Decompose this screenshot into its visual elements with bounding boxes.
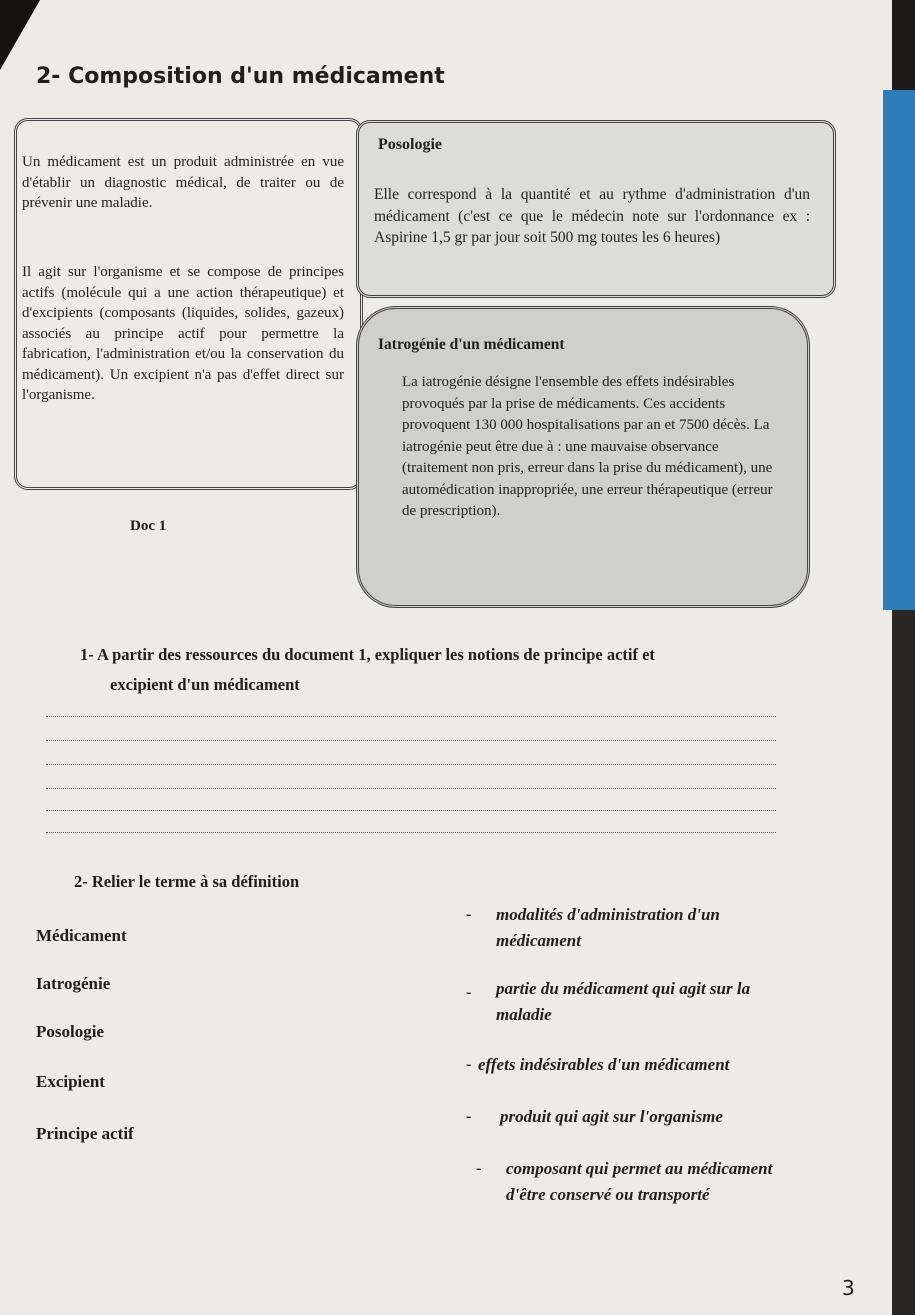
definition-iatrogenie[interactable] bbox=[478, 1052, 729, 1078]
definition-dash: - bbox=[476, 1160, 482, 1177]
question-1-line-2: excipient d'un médicament bbox=[110, 675, 300, 694]
question-1 bbox=[80, 640, 820, 700]
definition-line: composant qui permet au médicament bbox=[506, 1159, 773, 1178]
definition-line: médicament bbox=[496, 931, 581, 950]
answer-line-6[interactable] bbox=[46, 832, 776, 833]
doc1-label: Doc 1 bbox=[130, 518, 167, 534]
doc1-paragraph-1: Un médicament est un produit administrée en vue d'établir un diagnostic médical, de traiter ou de prévenir une maladie. bbox=[22, 154, 344, 211]
definition-dash: - bbox=[466, 1056, 472, 1073]
answer-line-1[interactable] bbox=[46, 716, 776, 717]
definition-principe-actif[interactable] bbox=[496, 976, 750, 1028]
definition-line: d'être conservé ou transporté bbox=[506, 1185, 710, 1204]
term-iatrogenie[interactable]: Iatrogénie bbox=[36, 974, 111, 993]
answer-line-4[interactable] bbox=[46, 788, 776, 789]
answer-line-5[interactable] bbox=[46, 810, 776, 811]
term-posologie[interactable]: Posologie bbox=[36, 1022, 104, 1041]
doc1-paragraph-2: Il agit sur l'organisme et se compose de principes actifs (molécule qui a une action thérapeutique) et d'excipients (composants (liquides, solides, gazeux) associés au principe actif pour permettre la fabrication, l'administration et/ou la conservation du médicament). Un excipient n'a pas d'effet direct sur l'organisme. bbox=[22, 264, 344, 403]
question-1-line-1: 1- A partir des ressources du document 1, expliquer les notions de principe actif et bbox=[80, 645, 655, 664]
term-medicament[interactable]: Médicament bbox=[36, 926, 127, 945]
definition-line: effets indésirables d'un médicament bbox=[478, 1055, 730, 1074]
definition-excipient[interactable] bbox=[506, 1156, 772, 1208]
definition-line: partie du médicament qui agit sur la bbox=[496, 979, 751, 998]
iatrogenie-text: La iatrogénie désigne l'ensemble des effets indésirables provoqués par la prise de médicaments. Ces accidents provoquent 130 000 hospitalisations par an et 7500 décès. La iatrogénie peut être due à : une mauvaise observance (traitement non pris, erreur dans la prise du médicament), une automédication inappropriée, une erreur thérapeutique (erreur de prescription). bbox=[402, 374, 773, 519]
term-principe-actif[interactable]: Principe actif bbox=[36, 1124, 134, 1143]
definition-medicament[interactable] bbox=[500, 1104, 723, 1130]
background-blue-edge bbox=[883, 90, 915, 610]
definition-line: modalités d'administration d'un bbox=[496, 905, 720, 924]
posologie-text: Elle correspond à la quantité et au rythme d'administration d'un médicament (c'est ce que le médecin note sur l'ordonnance ex : Aspirine 1,5 gr par jour soit 500 mg toutes les 6 heures) bbox=[374, 186, 810, 246]
definition-dash: - bbox=[466, 1108, 472, 1125]
answer-line-2[interactable] bbox=[46, 740, 776, 741]
answer-line-3[interactable] bbox=[46, 764, 776, 765]
background-dark-edge bbox=[892, 610, 915, 1315]
definition-dash: - bbox=[466, 984, 472, 1001]
definition-line: maladie bbox=[496, 1005, 552, 1024]
posologie-title: Posologie bbox=[378, 136, 442, 153]
definition-line: produit qui agit sur l'organisme bbox=[500, 1107, 723, 1126]
definition-posologie[interactable] bbox=[496, 902, 720, 954]
term-excipient[interactable]: Excipient bbox=[36, 1072, 105, 1091]
page-number: 3 bbox=[842, 1276, 855, 1300]
page-shadow bbox=[0, 0, 40, 70]
definition-dash: - bbox=[466, 906, 472, 923]
iatrogenie-title: Iatrogénie d'un médicament bbox=[378, 336, 565, 353]
question-2: 2- Relier le terme à sa définition bbox=[74, 872, 300, 891]
section-title: 2- Composition d'un médicament bbox=[36, 64, 445, 89]
